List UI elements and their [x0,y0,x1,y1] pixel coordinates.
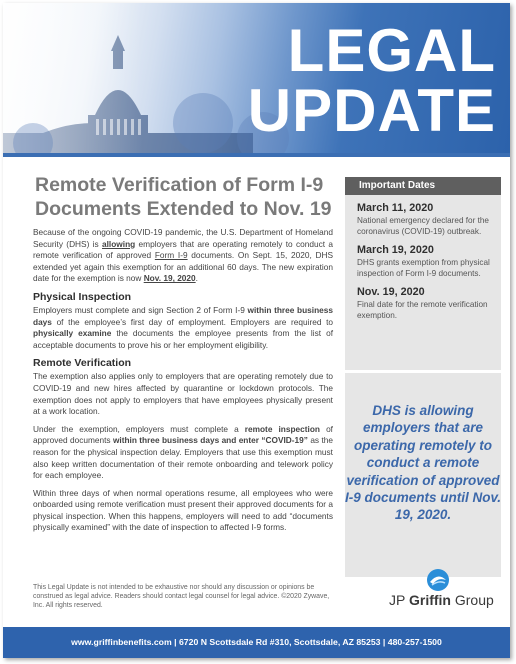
allowing-emphasis: allowing [102,238,136,249]
intro-text-3: documents. On Sept. 15, 2020, DHS extended yet again this exemption for an additional 60 days. The new expiration date for the exemption is now [33,250,333,284]
physical-text-3: the documents the employee presents from the list of acceptable documents to prove his or her employment eligibility. [33,328,333,350]
banner-title-line2: UPDATE [247,77,496,144]
logo-griffin: Griffin [408,592,451,608]
remote-text-3: as the reason for the physical inspection delay. Employers that use this exemption must also keep written documentation of their remote onboarding and telework policy for each employee. [33,435,333,481]
remote-verification-heading: Remote Verification [33,357,132,370]
sidebar-divider [345,370,501,373]
date-item [345,201,501,237]
date-heading: Nov. 19, 2020 [357,286,425,298]
legal-disclaimer: This Legal Update is not intended to be exhaustive nor should any discussion or opinions be construed as legal advice. Readers should contact legal counsel for legal advice. ©2020 Zywave, Inc. All rights reserved. [33,584,330,610]
physical-bold-1: within three business days [33,304,333,327]
intro-text-2: employers that are operating remotely to conduct a remote verification of approved [33,238,333,261]
sidebar-heading: Important Dates [345,177,501,195]
headline-line1: Remote Verification of Form I-9 [35,174,324,196]
date-heading: March 19, 2020 [357,244,434,256]
date-item [345,243,501,279]
logo-wordmark [389,592,494,608]
griffin-swirl-icon [423,568,453,592]
header-banner [3,3,510,153]
article-headline [35,173,333,221]
new-expiration-date: Nov. 19, 2020 [143,273,196,284]
remote-paragraph-1: The exemption also applies only to employers that are operating remotely due to COVID-19 and new hires affected by quarantine or lockdown protocols. The exemption does not apply to employers that have employees physically present at a work location. [33,371,333,417]
contact-footer: www.griffinbenefits.com | 6720 N Scottsdale Rd #310, Scottsdale, AZ 85253 | 480-257-1500 [3,627,510,658]
article-body [17,173,333,540]
physical-inspection-heading: Physical Inspection [33,290,132,303]
logo-group: Group [450,592,494,608]
remote-bold-1: remote inspection [244,423,320,434]
date-item [345,285,501,321]
remote-paragraph-3: Within three days of when normal operations resume, all employees who were onboarded using remote verification must present their approved documents for a physical inspection. When this happens, employers will need to add “documents physically examined” with the date of inspection to affected I-9 forms. [33,487,333,533]
physical-bold-2: physically examine [33,328,112,339]
remote-text-2: of approved documents [33,423,333,446]
intro-text-1: Because of the ongoing COVID-19 pandemic, the U.S. Department of Homeland Security (DHS) is [33,227,333,249]
date-description: DHS grants exemption from physical inspection of Form I-9 documents. [357,258,490,278]
physical-inspection-paragraph [33,305,333,351]
banner-divider [3,153,510,157]
date-description: Final date for the remote verification exemption. [357,300,488,320]
intro-text-4: . [195,273,198,284]
date-description: National emergency declared for the coronavirus (COVID-19) outbreak. [357,216,489,236]
remote-paragraph-2 [33,424,333,482]
jp-griffin-group-logo [375,568,505,616]
banner-title-line1: LEGAL [287,17,496,84]
pull-quote: DHS is allowing employers that are operating remotely to conduct a remote verification of approved I-9 documents until Nov. 19, 2020. [345,403,502,523]
physical-text-2: of the employee’s first day of employment. Employers are required to [51,316,333,327]
physical-text-1: Employers must complete and sign Section 2 of Form I-9 [33,304,248,315]
headline-line2: Documents Extended to Nov. 19 [35,198,332,220]
remote-bold-2: within three business days and enter “COVID-19” [112,435,308,446]
date-heading: March 11, 2020 [357,202,434,214]
newsletter-page [3,3,510,658]
form-i9-link[interactable]: Form I-9 [154,250,188,261]
intro-paragraph [33,227,333,285]
important-dates-sidebar [345,177,501,577]
logo-jp: JP [389,592,409,608]
remote-text-1: Under the exemption, employers must complete a [33,423,245,434]
